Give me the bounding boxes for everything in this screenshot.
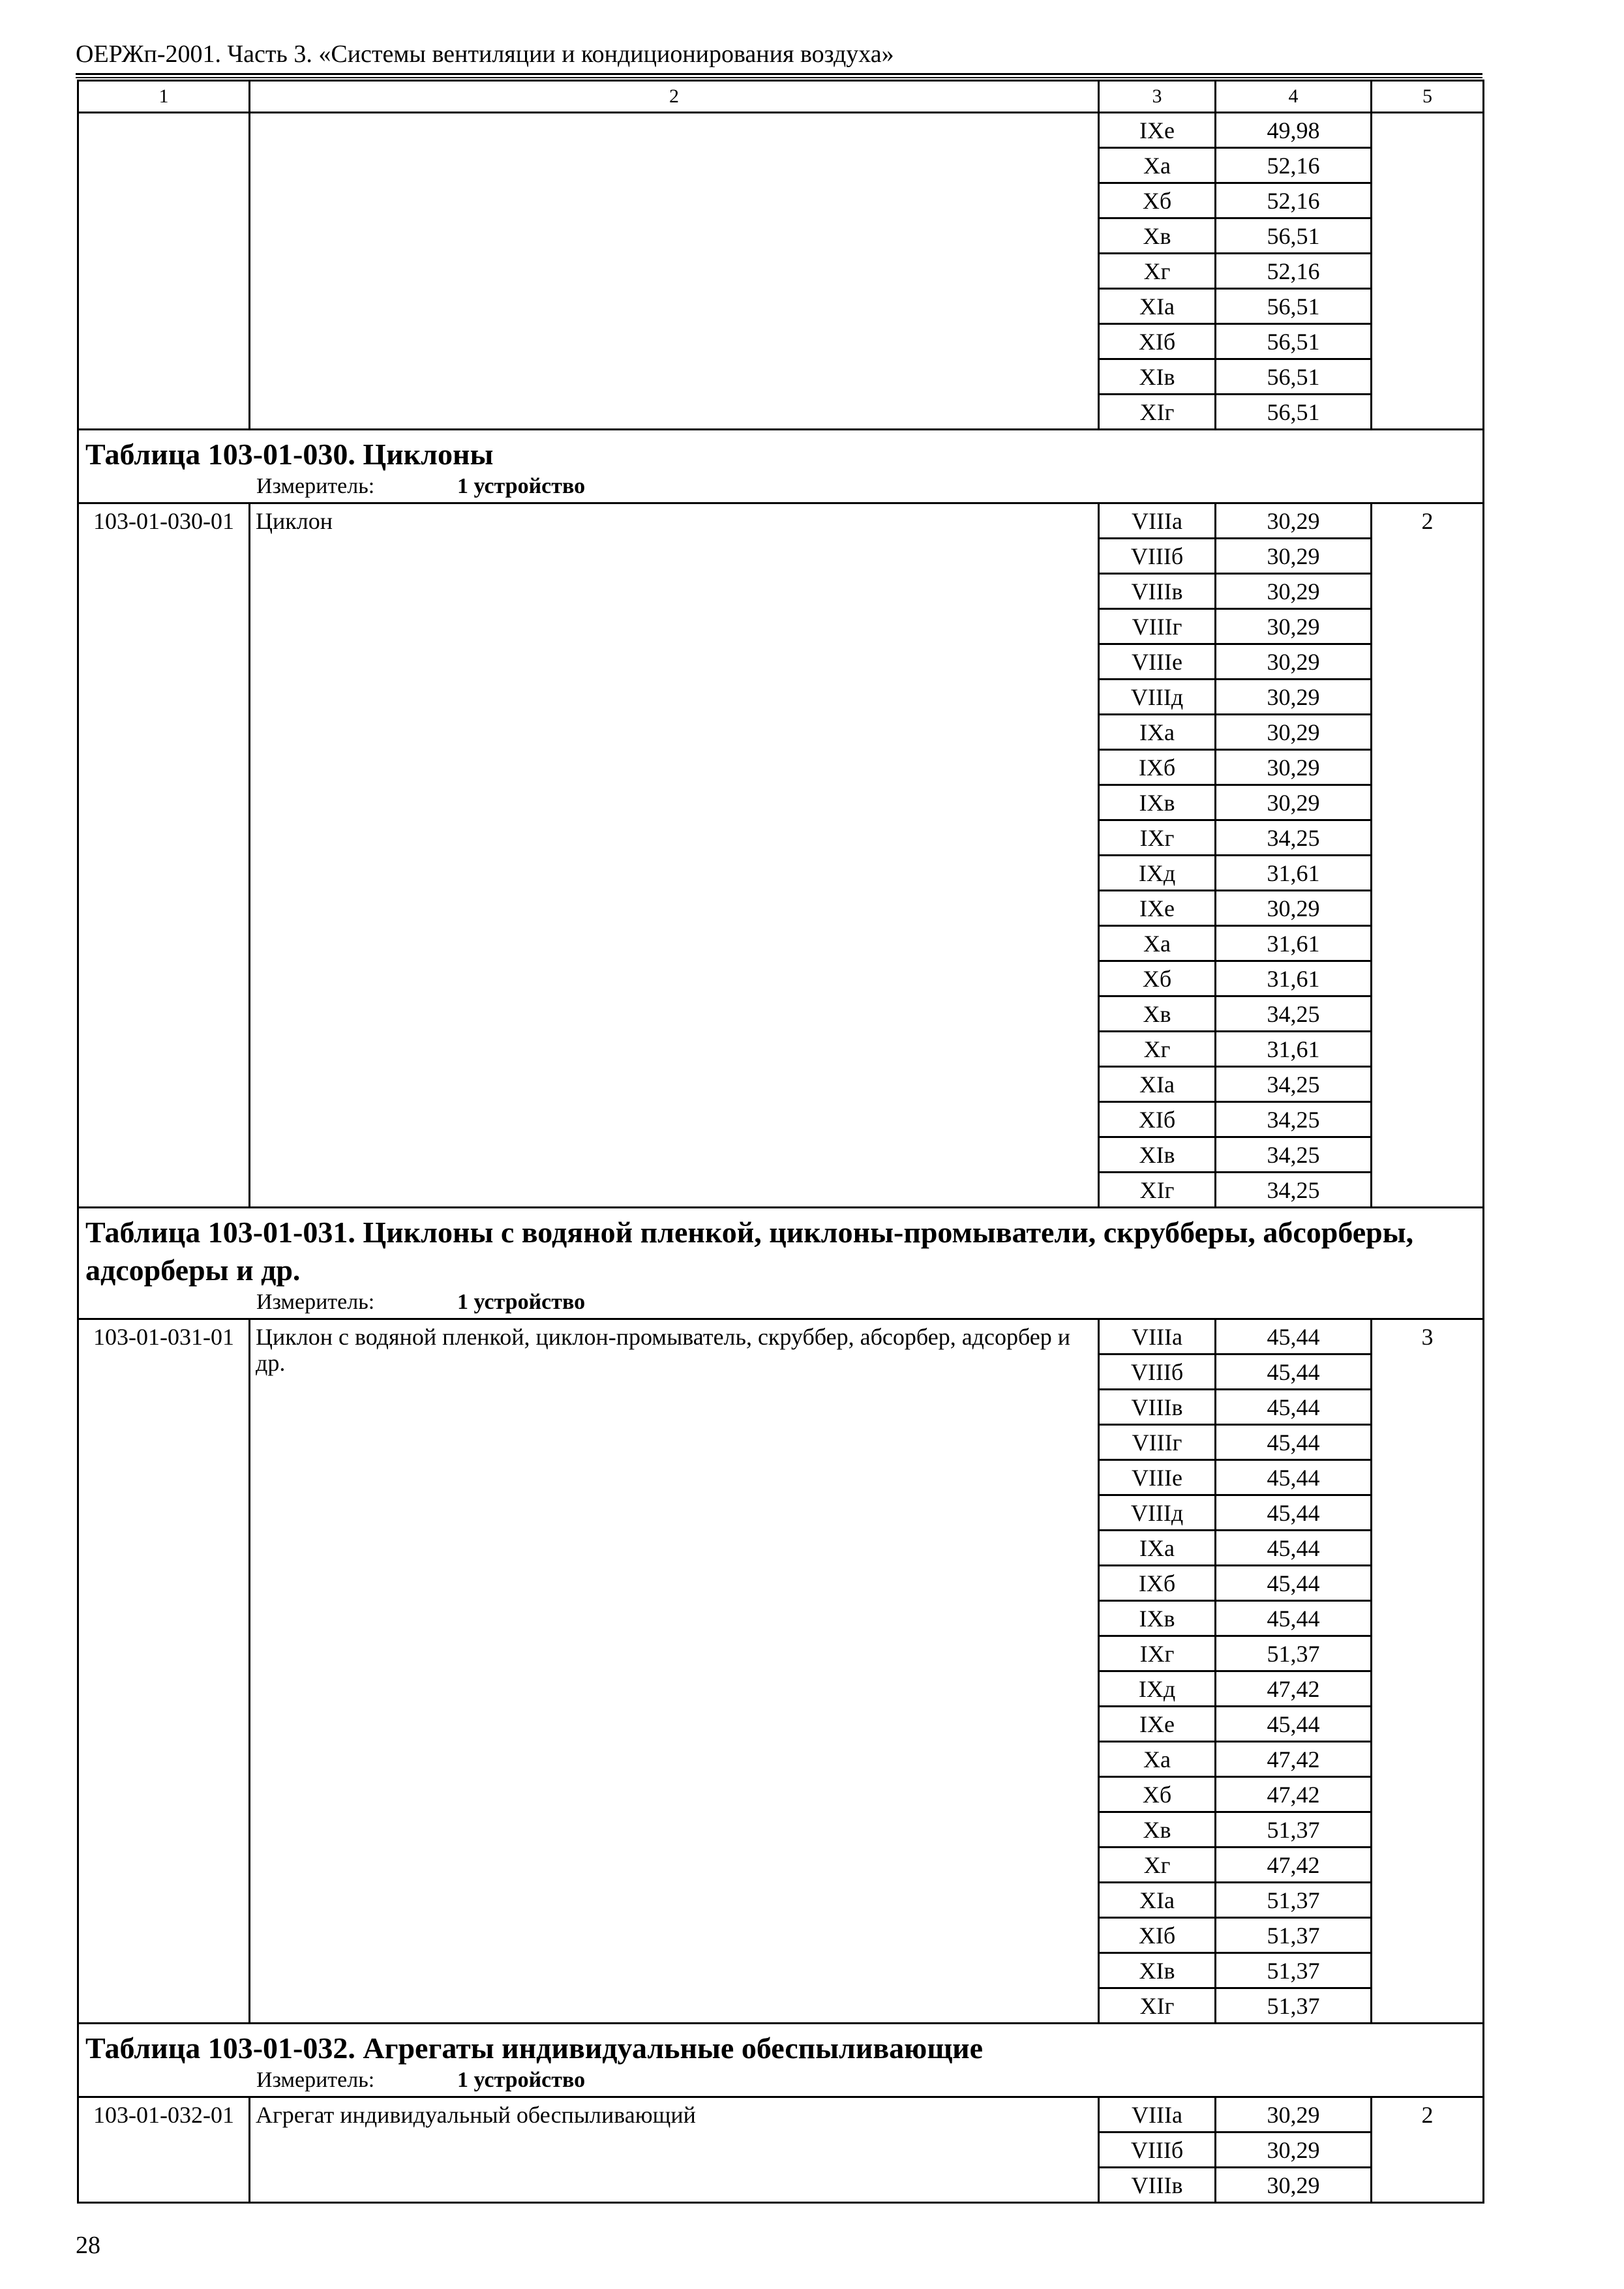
zone-cell: VIIIб	[1099, 539, 1216, 574]
value-cell: 30,29	[1216, 503, 1372, 539]
zone-cell: IXб	[1099, 750, 1216, 785]
value-cell: 45,44	[1216, 1566, 1372, 1601]
value-cell: 52,16	[1216, 148, 1372, 183]
zone-cell: XIв	[1099, 359, 1216, 395]
value-cell: 30,29	[1216, 750, 1372, 785]
zone-cell: XIб	[1099, 1918, 1216, 1953]
value-cell: 51,37	[1216, 1953, 1372, 1988]
zone-cell: VIIIб	[1099, 1354, 1216, 1390]
zone-cell: Xв	[1099, 1812, 1216, 1848]
value-cell: 34,25	[1216, 1173, 1372, 1208]
name-cell: Циклон с водяной пленкой, циклон-промыватель, скруббер, абсорбер, адсорбер и др.	[250, 1319, 1099, 2024]
table-section-header	[78, 430, 1484, 503]
table-row	[78, 113, 1484, 148]
zone-cell: Xб	[1099, 1777, 1216, 1812]
table-section-header	[78, 2024, 1484, 2097]
value-cell: 45,44	[1216, 1707, 1372, 1742]
zone-cell: IXе	[1099, 113, 1216, 148]
zone-cell: IXв	[1099, 1601, 1216, 1636]
measure-line	[85, 473, 1476, 500]
value-cell: 30,29	[1216, 785, 1372, 820]
zone-cell: XIв	[1099, 1953, 1216, 1988]
zone-cell: XIг	[1099, 1988, 1216, 2024]
value-cell: 47,42	[1216, 1671, 1372, 1707]
zone-cell: VIIIа	[1099, 503, 1216, 539]
column-number: 4	[1216, 81, 1372, 113]
zone-cell: IXа	[1099, 1531, 1216, 1566]
code-cell: 103-01-030-01	[78, 503, 250, 1208]
zone-cell: XIа	[1099, 289, 1216, 324]
value-cell: 47,42	[1216, 1777, 1372, 1812]
value-cell: 30,29	[1216, 891, 1372, 926]
value-cell: 52,16	[1216, 183, 1372, 218]
col5-cell	[1372, 113, 1484, 430]
zone-cell: IXг	[1099, 820, 1216, 856]
zone-cell: IXд	[1099, 1671, 1216, 1707]
table-row	[78, 1319, 1484, 1354]
value-cell: 56,51	[1216, 324, 1372, 359]
measure-line	[85, 2067, 1476, 2093]
zone-cell: IXе	[1099, 891, 1216, 926]
zone-cell: XIа	[1099, 1067, 1216, 1102]
value-cell: 30,29	[1216, 2132, 1372, 2168]
value-cell: 51,37	[1216, 1883, 1372, 1918]
value-cell: 45,44	[1216, 1425, 1372, 1460]
name-cell	[250, 113, 1099, 430]
zone-cell: Xа	[1099, 148, 1216, 183]
running-header: ОЕРЖп-2001. Часть 3. «Системы вентиляции и кондиционирования воздуха»	[76, 40, 894, 68]
zone-cell: IXе	[1099, 1707, 1216, 1742]
zone-cell: VIIIв	[1099, 574, 1216, 609]
column-number: 2	[250, 81, 1099, 113]
value-cell: 45,44	[1216, 1390, 1372, 1425]
zone-cell: VIIIе	[1099, 1460, 1216, 1495]
zone-cell: XIа	[1099, 1883, 1216, 1918]
value-cell: 31,61	[1216, 961, 1372, 996]
table-title: Таблица 103-01-031. Циклоны с водяной пленкой, циклоны-промыватели, скрубберы, абсорберы, адсорберы и др.	[85, 1216, 1414, 1287]
value-cell: 56,51	[1216, 289, 1372, 324]
name-cell: Агрегат индивидуальный обеспыливающий	[250, 2097, 1099, 2203]
value-cell: 47,42	[1216, 1742, 1372, 1777]
zone-cell: XIг	[1099, 395, 1216, 430]
table-title: Таблица 103-01-030. Циклоны	[85, 438, 494, 471]
value-cell: 30,29	[1216, 680, 1372, 715]
col5-cell: 2	[1372, 503, 1484, 1208]
header-rule	[76, 73, 1482, 75]
value-cell: 31,61	[1216, 856, 1372, 891]
column-number-row	[78, 81, 1484, 113]
zone-cell: Xв	[1099, 996, 1216, 1032]
column-number: 5	[1372, 81, 1484, 113]
value-cell: 34,25	[1216, 996, 1372, 1032]
measure-line	[85, 1289, 1476, 1315]
value-cell: 45,44	[1216, 1354, 1372, 1390]
zone-cell: VIIIе	[1099, 644, 1216, 680]
zone-cell: VIIIд	[1099, 680, 1216, 715]
zone-cell: Xб	[1099, 961, 1216, 996]
value-cell: 30,29	[1216, 609, 1372, 644]
table-section-header	[78, 1208, 1484, 1319]
zone-cell: XIб	[1099, 1102, 1216, 1137]
zone-cell: VIIIг	[1099, 1425, 1216, 1460]
col5-cell: 2	[1372, 2097, 1484, 2203]
value-cell: 34,25	[1216, 1102, 1372, 1137]
code-cell	[78, 113, 250, 430]
zone-cell: IXб	[1099, 1566, 1216, 1601]
value-cell: 30,29	[1216, 574, 1372, 609]
value-cell: 45,44	[1216, 1601, 1372, 1636]
measure-value: 1 устройство	[457, 2068, 586, 2092]
zone-cell: XIб	[1099, 324, 1216, 359]
value-cell: 30,29	[1216, 2097, 1372, 2132]
zone-cell: Xв	[1099, 218, 1216, 254]
value-cell: 45,44	[1216, 1531, 1372, 1566]
column-number: 1	[78, 81, 250, 113]
value-cell: 49,98	[1216, 113, 1372, 148]
measure-value: 1 устройство	[457, 474, 586, 498]
table-row	[78, 2097, 1484, 2132]
value-cell: 45,44	[1216, 1319, 1372, 1354]
name-cell: Циклон	[250, 503, 1099, 1208]
value-cell: 30,29	[1216, 2168, 1372, 2203]
measure-value: 1 устройство	[457, 1290, 586, 1314]
rates-table	[77, 80, 1484, 2204]
value-cell: 45,44	[1216, 1495, 1372, 1531]
measure-label: Измеритель:	[256, 474, 375, 498]
zone-cell: VIIIд	[1099, 1495, 1216, 1531]
zone-cell: VIIIг	[1099, 609, 1216, 644]
zone-cell: IXа	[1099, 715, 1216, 750]
value-cell: 56,51	[1216, 395, 1372, 430]
zone-cell: VIIIб	[1099, 2132, 1216, 2168]
zone-cell: VIIIа	[1099, 2097, 1216, 2132]
zone-cell: IXг	[1099, 1636, 1216, 1671]
zone-cell: VIIIа	[1099, 1319, 1216, 1354]
section-title-cell	[78, 2024, 1484, 2097]
value-cell: 51,37	[1216, 1812, 1372, 1848]
value-cell: 34,25	[1216, 1067, 1372, 1102]
value-cell: 52,16	[1216, 254, 1372, 289]
header-rule-thin	[76, 77, 1482, 78]
value-cell: 34,25	[1216, 1137, 1372, 1173]
value-cell: 51,37	[1216, 1988, 1372, 2024]
zone-cell: Xа	[1099, 926, 1216, 961]
page-number: 28	[76, 2232, 100, 2259]
zone-cell: Xг	[1099, 254, 1216, 289]
zone-cell: VIIIв	[1099, 2168, 1216, 2203]
table-title: Таблица 103-01-032. Агрегаты индивидуальные обеспыливающие	[85, 2031, 984, 2065]
section-title-cell	[78, 430, 1484, 503]
code-cell: 103-01-032-01	[78, 2097, 250, 2203]
section-title-cell	[78, 1208, 1484, 1319]
zone-cell: Xб	[1099, 183, 1216, 218]
zone-cell: IXд	[1099, 856, 1216, 891]
zone-cell: Xа	[1099, 1742, 1216, 1777]
col5-cell: 3	[1372, 1319, 1484, 2024]
value-cell: 56,51	[1216, 218, 1372, 254]
code-cell: 103-01-031-01	[78, 1319, 250, 2024]
column-number: 3	[1099, 81, 1216, 113]
zone-cell: XIг	[1099, 1173, 1216, 1208]
measure-label: Измеритель:	[256, 1290, 375, 1314]
value-cell: 30,29	[1216, 644, 1372, 680]
table-row	[78, 503, 1484, 539]
zone-cell: XIв	[1099, 1137, 1216, 1173]
value-cell: 30,29	[1216, 539, 1372, 574]
value-cell: 31,61	[1216, 926, 1372, 961]
zone-cell: VIIIв	[1099, 1390, 1216, 1425]
measure-label: Измеритель:	[256, 2068, 375, 2092]
value-cell: 51,37	[1216, 1918, 1372, 1953]
zone-cell: Xг	[1099, 1032, 1216, 1067]
zone-cell: Xг	[1099, 1848, 1216, 1883]
value-cell: 45,44	[1216, 1460, 1372, 1495]
value-cell: 30,29	[1216, 715, 1372, 750]
value-cell: 56,51	[1216, 359, 1372, 395]
value-cell: 51,37	[1216, 1636, 1372, 1671]
value-cell: 31,61	[1216, 1032, 1372, 1067]
value-cell: 34,25	[1216, 820, 1372, 856]
value-cell: 47,42	[1216, 1848, 1372, 1883]
zone-cell: IXв	[1099, 785, 1216, 820]
